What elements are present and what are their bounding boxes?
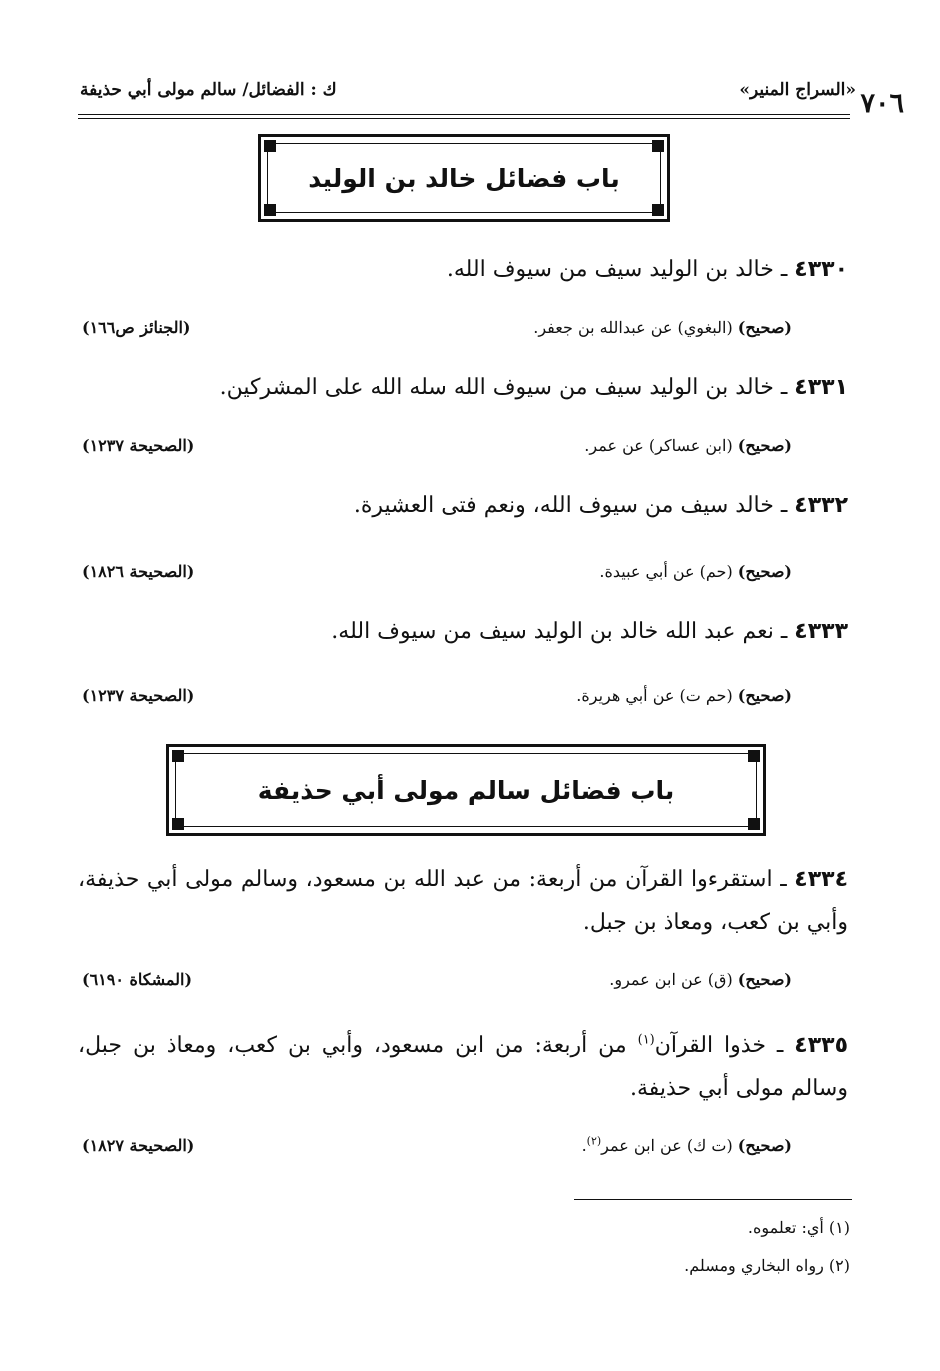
hadith-source: (حم ت) عن أبي هريرة. xyxy=(576,686,733,705)
hadith-source: (البغوي) عن عبدالله بن جعفر. xyxy=(533,318,733,337)
hadith-source-end: . xyxy=(581,1136,587,1155)
hadith-reference: (الصحيحة ١٢٣٧) xyxy=(82,686,195,705)
hadith-reference: (الصحيحة ١٢٣٧) xyxy=(82,436,195,455)
hadith-source: (حم) عن أبي عبيدة. xyxy=(599,562,733,581)
chapter-title: باب فضائل سالم مولى أبي حذيفة xyxy=(257,775,675,805)
page-number: ٧٠٦ xyxy=(860,88,904,119)
hadith-text: نعم عبد الله خالد بن الوليد سيف من سيوف الله. xyxy=(331,619,774,644)
footnote-marker: (٢) xyxy=(586,1134,602,1148)
footnote-mark: (١) xyxy=(828,1218,850,1237)
grade-label: (صحيح) xyxy=(737,970,792,989)
hadith-grade-line xyxy=(582,1136,792,1155)
hadith-number: ٤٣٣٠ xyxy=(794,257,848,282)
footnote-mark: (٢) xyxy=(828,1256,850,1275)
hadith-source: (ابن عساكر) عن عمر. xyxy=(584,436,733,455)
hadith-dash: ـ xyxy=(780,257,788,282)
footnote xyxy=(748,1218,850,1237)
grade-label: (صحيح) xyxy=(737,562,792,581)
hadith-text: استقرءوا القرآن من أربعة: من عبد الله بن مسعود، وسالم مولى أبي حذيفة، وأبي بن كعب، ومعاذ بن جبل. xyxy=(78,867,848,935)
hadith-grade-line xyxy=(576,686,792,705)
hadith-dash: ـ xyxy=(780,619,788,644)
footnote-marker: (١) xyxy=(637,1032,655,1048)
hadith-source: (ت ك) عن ابن عمر xyxy=(601,1136,733,1155)
hadith-entry xyxy=(78,858,848,944)
hadith-number: ٤٣٣٤ xyxy=(794,867,848,892)
hadith-entry xyxy=(78,248,848,291)
footnote xyxy=(684,1256,850,1275)
hadith-grade-line xyxy=(609,970,792,989)
hadith-reference: (الجنائز ص١٦٦) xyxy=(82,318,191,337)
hadith-text-continued: من أربعة: من ابن مسعود، وأبي بن كعب، ومعاذ بن جبل، وسالم مولى أبي حذيفة. xyxy=(78,1033,848,1101)
chapter-title: باب فضائل خالد بن الوليد xyxy=(308,163,620,193)
grade-label: (صحيح) xyxy=(737,318,792,337)
hadith-number: ٤٣٣١ xyxy=(794,375,848,400)
hadith-text: خذوا القرآن xyxy=(654,1033,766,1058)
chapter-heading-box xyxy=(258,134,670,222)
hadith-reference: (المشكاة ٦١٩٠) xyxy=(82,970,193,989)
hadith-number: ٤٣٣٢ xyxy=(794,493,848,518)
hadith-text: خالد بن الوليد سيف من سيوف الله سله الله على المشركين. xyxy=(219,375,774,400)
hadith-text: خالد بن الوليد سيف من سيوف الله. xyxy=(446,257,774,282)
header-rule xyxy=(78,114,850,115)
hadith-reference: (الصحيحة ١٨٢٧) xyxy=(82,1136,195,1155)
footnote-separator xyxy=(574,1199,852,1200)
grade-label: (صحيح) xyxy=(737,686,792,705)
footnote-text: أي: تعلموه. xyxy=(747,1218,824,1237)
hadith-entry xyxy=(78,1024,848,1110)
hadith-entry xyxy=(78,610,848,653)
hadith-number: ٤٣٣٣ xyxy=(794,619,848,644)
grade-label: (صحيح) xyxy=(737,436,792,455)
hadith-grade-line xyxy=(584,436,792,455)
hadith-dash: ـ xyxy=(776,1033,784,1058)
running-header-book-title: «السراج المنير» xyxy=(739,80,856,100)
hadith-entry xyxy=(78,484,848,527)
hadith-entry xyxy=(78,366,848,409)
hadith-dash: ـ xyxy=(780,493,788,518)
footnote-text: رواه البخاري ومسلم. xyxy=(684,1256,824,1275)
hadith-dash: ـ xyxy=(780,375,788,400)
hadith-source: (ق) عن ابن عمرو. xyxy=(609,970,733,989)
hadith-number: ٤٣٣٥ xyxy=(794,1033,849,1058)
hadith-grade-line xyxy=(533,318,792,337)
chapter-heading-box xyxy=(166,744,766,836)
hadith-text: خالد سيف من سيوف الله، ونعم فتى العشيرة. xyxy=(353,493,774,518)
hadith-reference: (الصحيحة ١٨٢٦) xyxy=(82,562,195,581)
hadith-dash: ـ xyxy=(780,867,787,892)
header-rule xyxy=(78,118,850,119)
hadith-grade-line xyxy=(599,562,792,581)
grade-label: (صحيح) xyxy=(737,1136,792,1155)
running-header-section: ك : الفضائل/ سالم مولى أبي حذيفة xyxy=(80,80,337,100)
